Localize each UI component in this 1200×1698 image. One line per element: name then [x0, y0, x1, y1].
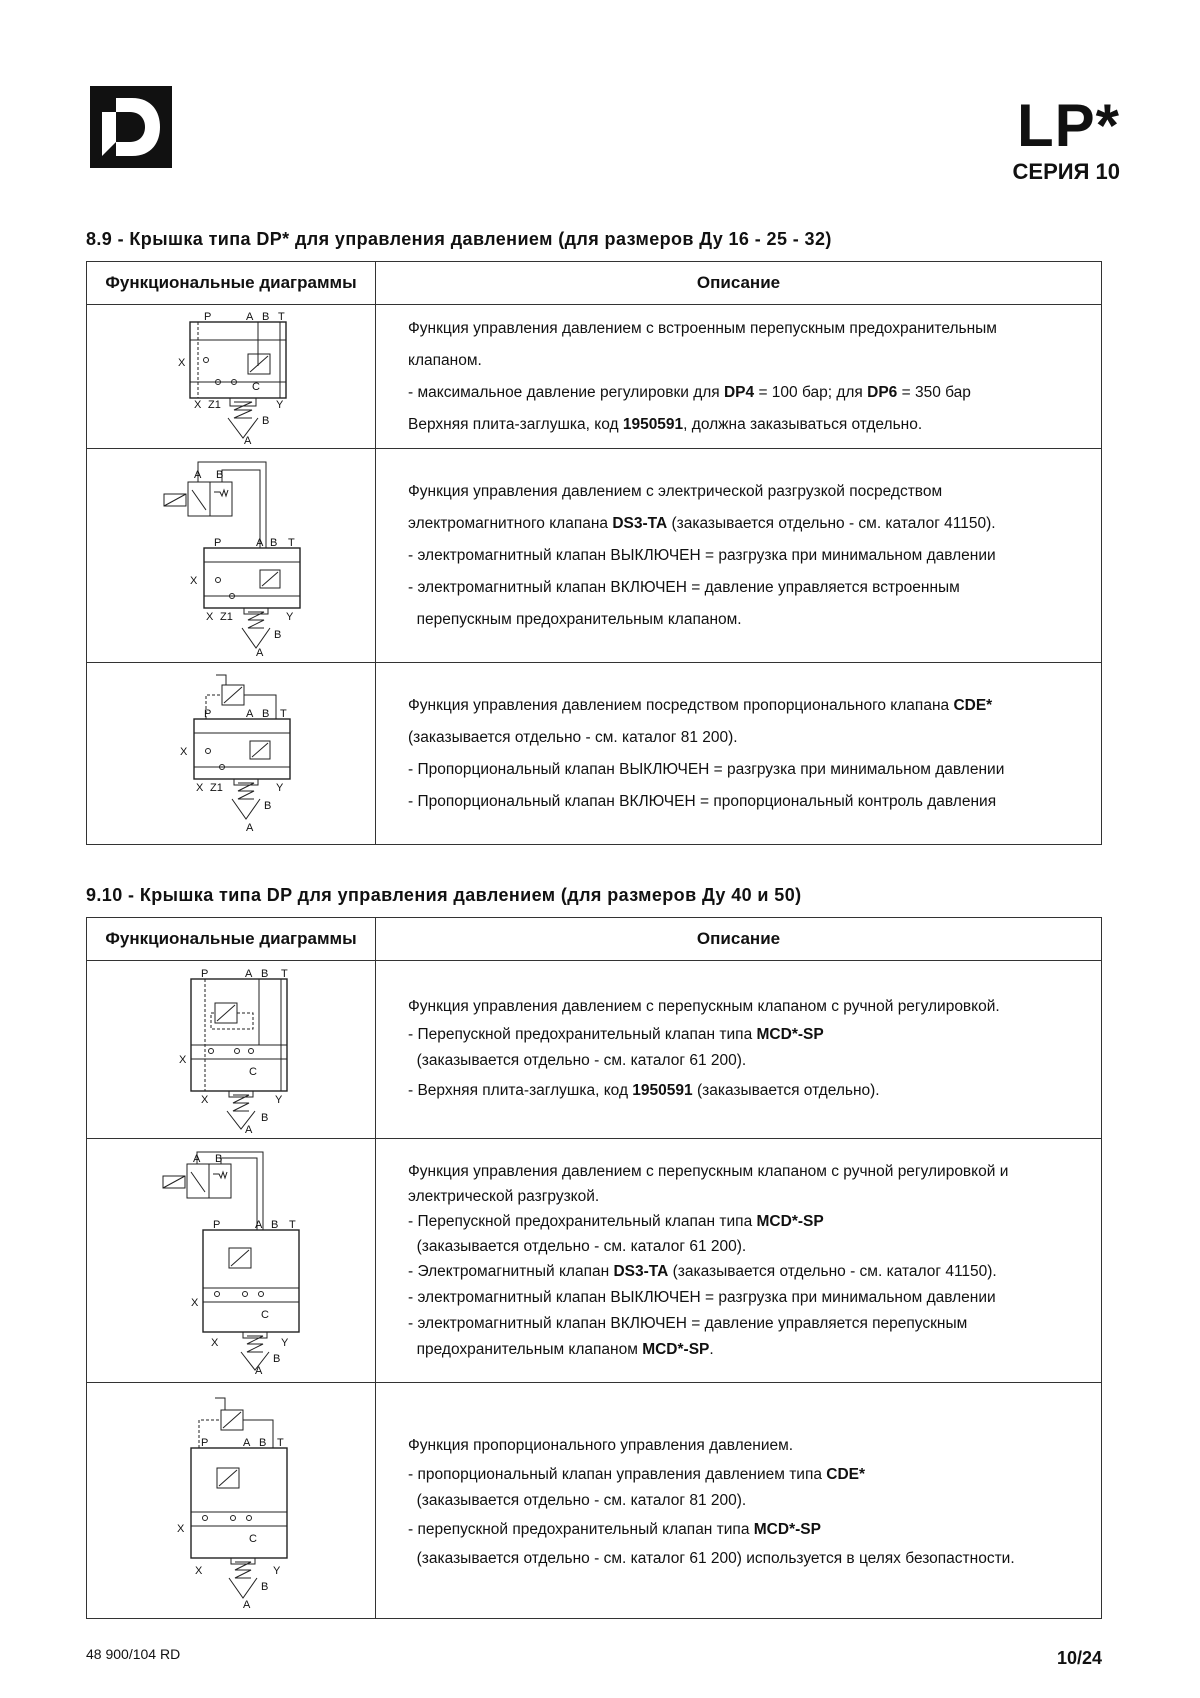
bold-term: 1950591	[622, 415, 684, 433]
description-cell: Функция управления давлением с электрической разгрузкой посредством электромагнитного клапана DS3-TA (заказывается отдельно - см. каталог 41150). - электромагнитный клапан ВЫКЛЮЧЕН = разгрузка при минимальном давлении - электромагнитный клапан ВКЛЮЧЕН = давление управляется встроенным перепускным предохранительным клапаном.	[376, 449, 1102, 663]
diagram-cell	[87, 663, 376, 845]
column-header-diagrams: Функциональные диаграммы	[87, 262, 376, 305]
svg-text:X: X	[194, 398, 202, 411]
svg-text:X: X	[195, 1564, 203, 1577]
svg-text:A: A	[243, 1598, 251, 1610]
svg-text:C: C	[252, 380, 260, 393]
svg-text:Z1: Z1	[210, 781, 223, 794]
hydraulic-diagram	[171, 967, 291, 1133]
svg-text:T: T	[278, 310, 285, 323]
svg-text:A: A	[246, 310, 254, 323]
svg-text:P: P	[213, 1218, 221, 1231]
svg-text:X: X	[190, 574, 198, 587]
table-row	[87, 961, 1102, 1139]
table-row	[87, 305, 1102, 449]
svg-text:B: B	[259, 1436, 267, 1449]
page-number: 10/24	[1056, 1648, 1102, 1668]
column-header-diagrams: Функциональные диаграммы	[87, 918, 376, 961]
svg-text:B: B	[261, 1111, 269, 1124]
svg-text:B: B	[270, 536, 278, 549]
product-code: LP*	[1016, 92, 1120, 159]
svg-text:B: B	[271, 1218, 279, 1231]
document-header	[1012, 92, 1120, 186]
svg-text:Y: Y	[273, 1564, 281, 1577]
diagram-cell	[87, 1383, 376, 1619]
hydraulic-diagram	[155, 1148, 307, 1374]
svg-text:Y: Y	[276, 398, 284, 411]
table-row	[87, 1139, 1102, 1383]
svg-text:A: A	[255, 1364, 263, 1374]
svg-text:B: B	[216, 468, 224, 481]
svg-text:P: P	[201, 967, 209, 980]
section-title: 8.9 - Крышка типа DP* для управления давлением (для размеров Ду 16 - 25 - 32)	[86, 229, 832, 249]
svg-text:P: P	[214, 536, 222, 549]
hydraulic-diagram	[156, 456, 306, 656]
svg-text:X: X	[178, 356, 186, 369]
svg-text:A: A	[245, 967, 253, 980]
bold-term: MCD*-SP	[756, 1213, 824, 1230]
svg-text:X: X	[196, 781, 204, 794]
bold-term: DS3-TA	[613, 1263, 669, 1280]
svg-text:A: A	[246, 821, 254, 834]
hydraulic-diagram	[169, 1392, 293, 1610]
column-header-description: Описание	[376, 918, 1102, 961]
table-row	[87, 449, 1102, 663]
hydraulic-diagram	[172, 310, 290, 444]
svg-text:A: A	[243, 1436, 251, 1449]
company-logo-icon	[90, 86, 172, 168]
svg-text:B: B	[261, 967, 269, 980]
svg-text:A: A	[255, 1218, 263, 1231]
bold-term: MCD*-SP	[753, 1520, 821, 1538]
svg-text:B: B	[215, 1152, 223, 1165]
svg-text:X: X	[191, 1296, 199, 1309]
svg-text:Y: Y	[286, 610, 294, 623]
series-label: СЕРИЯ 10	[1012, 159, 1120, 184]
svg-text:Z1: Z1	[220, 610, 233, 623]
diagram-cell	[87, 305, 376, 449]
svg-text:C: C	[249, 1065, 257, 1078]
bold-term: DS3-TA	[612, 514, 668, 532]
svg-text:A: A	[246, 707, 254, 720]
svg-text:A: A	[193, 1152, 201, 1165]
svg-text:A: A	[244, 434, 252, 444]
svg-text:C: C	[261, 1308, 269, 1321]
description-cell: Функция пропорционального управления давлением. - пропорциональный клапан управления давлением типа CDE* (заказывается отдельно - см. каталог 81 200). - перепускной предохранительный клапан типа MCD*-SP (заказывается отдельно - см. каталог 61 200) используется в целях безопастности.	[376, 1383, 1102, 1619]
svg-text:T: T	[289, 1218, 296, 1231]
svg-text:A: A	[256, 536, 264, 549]
bold-term: DP6	[867, 383, 898, 401]
table-row	[87, 663, 1102, 845]
bold-term: MCD*-SP	[756, 1025, 824, 1043]
svg-text:B: B	[262, 414, 270, 427]
bold-term: DP4	[723, 383, 755, 401]
column-header-description: Описание	[376, 262, 1102, 305]
svg-text:B: B	[274, 628, 282, 641]
diagram-cell	[87, 961, 376, 1139]
table-header-row	[87, 918, 1102, 961]
svg-text:T: T	[280, 707, 287, 720]
svg-text:B: B	[261, 1580, 269, 1593]
svg-text:Y: Y	[281, 1336, 289, 1349]
svg-text:T: T	[288, 536, 295, 549]
svg-text:X: X	[180, 745, 188, 758]
bold-term: CDE*	[826, 1465, 866, 1483]
svg-text:T: T	[277, 1436, 284, 1449]
svg-text:X: X	[206, 610, 214, 623]
section-title: 9.10 - Крышка типа DP для управления давлением (для размеров Ду 40 и 50)	[86, 885, 802, 905]
diagram-cell	[87, 449, 376, 663]
svg-text:T: T	[281, 967, 288, 980]
table-row	[87, 1383, 1102, 1619]
svg-text:Z1: Z1	[208, 398, 221, 411]
svg-text:B: B	[262, 707, 270, 720]
svg-text:Y: Y	[276, 781, 284, 794]
bold-term: MCD*-SP	[642, 1341, 710, 1358]
svg-text:X: X	[177, 1522, 185, 1535]
svg-text:A: A	[245, 1123, 253, 1133]
svg-text:B: B	[264, 799, 272, 812]
svg-text:P: P	[204, 310, 212, 323]
svg-text:X: X	[211, 1336, 219, 1349]
svg-text:Y: Y	[275, 1093, 283, 1106]
description-cell: Функция управления давлением с встроенным перепускным предохранительным клапаном. - максимальное давление регулировки для DP4 = 100 бар; для DP6 = 350 бар Верхняя плита-заглушка, код 1950591, должна заказываться отдельно.	[376, 305, 1102, 449]
svg-text:X: X	[179, 1053, 187, 1066]
svg-text:P: P	[201, 1436, 209, 1449]
svg-text:C: C	[249, 1532, 257, 1545]
spec-table-8-9	[86, 261, 1102, 845]
spec-table-9-10	[86, 917, 1102, 1619]
table-header-row	[87, 262, 1102, 305]
svg-text:A: A	[256, 646, 264, 656]
description-cell: Функция управления давлением с перепускным клапаном с ручной регулировкой и электрической разгрузкой. - Перепускной предохранительный клапан типа MCD*-SP (заказывается отдельно - см. каталог 61 200). - Электромагнитный клапан DS3-TA (заказывается отдельно - см. каталог 41150). - электромагнитный клапан ВЫКЛЮЧЕН = разгрузка при минимальном давлении - электромагнитный клапан ВКЛЮЧЕН = давление управляется перепускным предохранительным клапаном MCD*-SP.	[376, 1139, 1102, 1383]
svg-text:A: A	[194, 468, 202, 481]
diagram-cell	[87, 1139, 376, 1383]
description-cell: Функция управления давлением с перепускным клапаном с ручной регулировкой. - Перепускной предохранительный клапан типа MCD*-SP (заказывается отдельно - см. каталог 61 200). - Верхняя плита-заглушка, код 1950591 (заказывается отдельно).	[376, 961, 1102, 1139]
bold-term: 1950591	[632, 1081, 693, 1099]
svg-text:X: X	[201, 1093, 209, 1106]
svg-text:B: B	[273, 1352, 281, 1365]
svg-text:P: P	[204, 707, 212, 720]
hydraulic-diagram	[166, 669, 296, 839]
svg-text:B: B	[262, 310, 270, 323]
document-code: 48 900/104 RD	[86, 1646, 181, 1662]
bold-term: CDE*	[953, 696, 993, 714]
description-cell: Функция управления давлением посредством пропорционального клапана CDE* (заказывается отдельно - см. каталог 81 200). - Пропорциональный клапан ВЫКЛЮЧЕН = разгрузка при минимальном давлении - Пропорциональный клапан ВКЛЮЧЕН = пропорциональный контроль давления	[376, 663, 1102, 845]
